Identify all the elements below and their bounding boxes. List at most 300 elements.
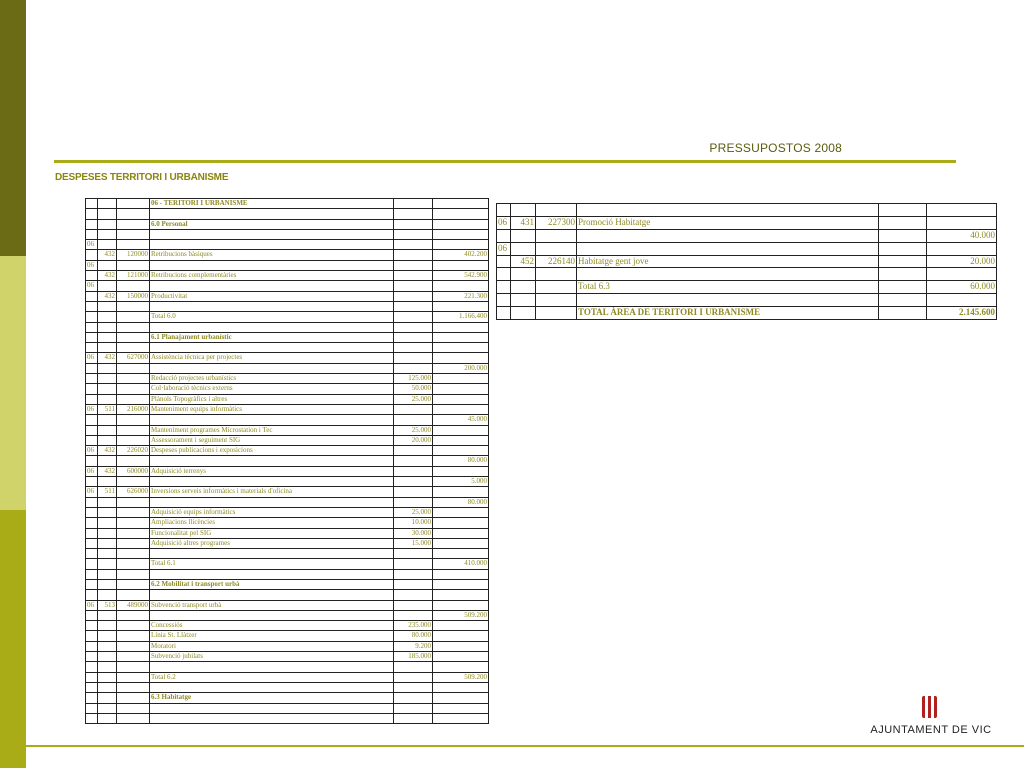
program-cell [86,199,98,209]
table-row [86,569,489,579]
partial-amount-cell [394,332,433,342]
footer-divider [26,745,1024,747]
table-row [86,652,489,662]
concept-cell [150,343,394,353]
partial-amount-cell [394,703,433,713]
concept-cell [577,268,879,281]
total-amount-cell [433,652,489,662]
economic-code-cell [117,559,150,569]
total-amount-cell [433,332,489,342]
program-cell [86,569,98,579]
total-amount-cell: 1.166.400 [433,312,489,322]
concept-cell [150,497,394,507]
economic-code-cell [117,384,150,394]
functional-cell [98,301,117,311]
program-cell [86,682,98,692]
functional-cell [98,332,117,342]
table-row [86,713,489,723]
table-row [497,255,997,268]
functional-cell: 432 [98,353,117,363]
partial-amount-cell: 9.200 [394,641,433,651]
economic-code-cell [117,425,150,435]
economic-code-cell [117,538,150,548]
total-amount-cell [433,240,489,250]
partial-amount-cell [394,353,433,363]
partial-amount-cell [879,294,927,307]
program-cell [497,229,511,242]
functional-cell [98,394,117,404]
total-amount-cell [927,242,997,255]
concept-cell [150,260,394,270]
partial-amount-cell: 235.000 [394,621,433,631]
program-cell [86,497,98,507]
total-amount-cell: 509.200 [433,610,489,620]
total-amount-cell [433,229,489,239]
concept-cell: Subvenció jubilats [150,652,394,662]
program-cell [86,621,98,631]
functional-cell [98,343,117,353]
table-row [86,487,489,497]
concept-cell: 6.1 Planajament urbanístic [150,332,394,342]
program-cell: 06 [86,446,98,456]
concept-cell [150,209,394,219]
concept-cell: Productivitat [150,291,394,301]
total-amount-cell: 221.300 [433,291,489,301]
table-row [86,240,489,250]
concept-cell: 06 - TERITORI I URBANISME [150,199,394,209]
total-amount-cell [433,528,489,538]
table-row [86,394,489,404]
table-row [86,549,489,559]
functional-cell [98,209,117,219]
total-amount-cell [433,281,489,291]
table-row [86,507,489,517]
economic-code-cell [117,528,150,538]
economic-code-cell [117,713,150,723]
partial-amount-cell [394,579,433,589]
partial-amount-cell [394,250,433,260]
concept-cell [150,549,394,559]
partial-amount-cell [879,216,927,229]
functional-cell [98,497,117,507]
economic-code-cell [117,374,150,384]
concept-cell [577,204,879,217]
functional-cell: 432 [98,250,117,260]
budget-table-right [496,203,997,320]
functional-cell: 452 [511,255,536,268]
functional-cell [98,425,117,435]
table-row [86,271,489,281]
economic-code-cell [536,242,577,255]
total-amount-cell [433,549,489,559]
table-row [86,219,489,229]
partial-amount-cell [394,446,433,456]
total-amount-cell [433,343,489,353]
total-amount-cell: 40.000 [927,229,997,242]
concept-cell [150,322,394,332]
total-amount-cell [433,404,489,414]
partial-amount-cell: 15.000 [394,538,433,548]
concept-cell: Redacció projectes urbanístics [150,374,394,384]
total-amount-cell [433,384,489,394]
table-row [86,332,489,342]
functional-cell [98,631,117,641]
functional-cell: 511 [98,487,117,497]
table-row [86,672,489,682]
program-cell [86,343,98,353]
partial-amount-cell: 185.000 [394,652,433,662]
total-amount-cell: 200.000 [433,363,489,373]
program-cell: 06 [86,260,98,270]
functional-cell [98,559,117,569]
concept-cell: Promoció Habitatge [577,216,879,229]
program-cell [86,209,98,219]
economic-code-cell: 150000 [117,291,150,301]
economic-code-cell [117,394,150,404]
total-amount-cell: 402.200 [433,250,489,260]
economic-code-cell [117,219,150,229]
concept-cell [150,301,394,311]
table-row [86,435,489,445]
total-amount-cell [433,693,489,703]
functional-cell [98,219,117,229]
program-cell [86,672,98,682]
header-divider [54,160,956,163]
table-row [86,682,489,692]
table-row [86,693,489,703]
total-amount-cell [433,703,489,713]
total-amount-cell: 5.000 [433,477,489,487]
total-amount-cell [433,518,489,528]
functional-cell [98,549,117,559]
program-cell [86,538,98,548]
concept-cell: Adquisició altres programes [150,538,394,548]
total-amount-cell [433,209,489,219]
table-row [86,209,489,219]
functional-cell [511,281,536,294]
program-cell [497,307,511,320]
partial-amount-cell [394,600,433,610]
functional-cell [98,281,117,291]
table-row [86,528,489,538]
table-row [86,477,489,487]
program-cell [86,507,98,517]
table-row [86,538,489,548]
functional-cell [98,579,117,589]
economic-code-cell [536,204,577,217]
program-cell [86,374,98,384]
total-amount-cell [433,435,489,445]
functional-cell [98,713,117,723]
program-cell [86,652,98,662]
functional-cell: 432 [98,271,117,281]
partial-amount-cell [394,322,433,332]
economic-code-cell: 626000 [117,487,150,497]
concept-cell [150,682,394,692]
page-title: PRESSUPOSTOS 2008 [709,141,842,155]
economic-code-cell [117,260,150,270]
economic-code-cell [117,693,150,703]
program-cell [497,204,511,217]
functional-cell [511,307,536,320]
total-amount-cell [433,682,489,692]
partial-amount-cell [394,199,433,209]
concept-cell: Manteniment equips informàtics [150,404,394,414]
table-row [86,343,489,353]
program-cell [86,322,98,332]
functional-cell [98,507,117,517]
functional-cell [98,435,117,445]
program-cell [86,301,98,311]
partial-amount-cell [394,219,433,229]
program-cell [86,456,98,466]
partial-amount-cell [394,281,433,291]
total-amount-cell [433,579,489,589]
program-cell: 06 [86,404,98,414]
economic-code-cell [117,477,150,487]
partial-amount-cell [394,662,433,672]
concept-cell: Total 6.0 [150,312,394,322]
table-row [86,497,489,507]
functional-cell: 432 [98,466,117,476]
functional-cell [511,242,536,255]
total-amount-cell [433,199,489,209]
economic-code-cell [117,435,150,445]
table-row [86,260,489,270]
concept-cell [577,294,879,307]
program-cell [497,294,511,307]
budget-table-left [85,198,489,724]
concept-cell: Total 6.3 [577,281,879,294]
partial-amount-cell [394,301,433,311]
program-cell [86,610,98,620]
partial-amount-cell [879,255,927,268]
program-cell [86,693,98,703]
partial-amount-cell [394,559,433,569]
economic-code-cell [117,199,150,209]
total-amount-cell [927,216,997,229]
functional-cell: 432 [98,291,117,301]
concept-cell [150,569,394,579]
table-row [497,204,997,217]
program-cell [86,394,98,404]
concept-cell: Total 6.1 [150,559,394,569]
program-cell [497,268,511,281]
program-cell [86,579,98,589]
partial-amount-cell [879,204,927,217]
program-cell [86,559,98,569]
total-amount-cell: 20.000 [927,255,997,268]
economic-code-cell [117,590,150,600]
partial-amount-cell [394,569,433,579]
total-amount-cell [433,621,489,631]
partial-amount-cell [394,312,433,322]
economic-code-cell: 226020 [117,446,150,456]
partial-amount-cell: 25.000 [394,394,433,404]
sidebar-accent-mid [0,510,26,768]
program-cell: 06 [86,240,98,250]
total-amount-cell [433,466,489,476]
sidebar-accent-light [0,256,26,510]
table-row [86,363,489,373]
program-cell [86,271,98,281]
functional-cell [511,294,536,307]
table-row [497,294,997,307]
total-amount-cell [433,425,489,435]
economic-code-cell [117,312,150,322]
program-cell [497,255,511,268]
economic-code-cell [117,569,150,579]
total-amount-cell [433,507,489,517]
program-cell: 06 [86,281,98,291]
partial-amount-cell: 25.000 [394,425,433,435]
economic-code-cell: 121000 [117,271,150,281]
economic-code-cell [117,456,150,466]
concept-cell [577,229,879,242]
economic-code-cell [117,682,150,692]
table-row [86,415,489,425]
partial-amount-cell [394,466,433,476]
total-amount-cell [927,294,997,307]
concept-cell: Col·laboració tècnics externs [150,384,394,394]
concept-cell: Subvenció transport urbà [150,600,394,610]
economic-code-cell [117,497,150,507]
functional-cell [98,363,117,373]
total-amount-cell [927,204,997,217]
economic-code-cell [117,652,150,662]
total-amount-cell [433,260,489,270]
program-cell [86,425,98,435]
program-cell [86,332,98,342]
table-row [86,250,489,260]
economic-code-cell [117,363,150,373]
program-cell [86,435,98,445]
functional-cell [98,621,117,631]
partial-amount-cell [879,307,927,320]
functional-cell: 431 [511,216,536,229]
economic-code-cell [117,518,150,528]
concept-cell [150,662,394,672]
partial-amount-cell [394,229,433,239]
total-amount-cell [433,301,489,311]
program-cell [86,703,98,713]
partial-amount-cell [394,415,433,425]
program-cell [86,528,98,538]
table-row [86,312,489,322]
economic-code-cell [536,268,577,281]
concept-cell [150,281,394,291]
partial-amount-cell: 20.000 [394,435,433,445]
partial-amount-cell: 10.000 [394,518,433,528]
table-row [86,621,489,631]
functional-cell [98,240,117,250]
partial-amount-cell [394,713,433,723]
concept-cell: Funcionalitat pel SIG [150,528,394,538]
functional-cell [98,229,117,239]
partial-amount-cell [394,209,433,219]
economic-code-cell: 216000 [117,404,150,414]
partial-amount-cell [394,477,433,487]
table-row [86,374,489,384]
economic-code-cell: 120000 [117,250,150,260]
program-cell [86,312,98,322]
program-cell [86,415,98,425]
economic-code-cell [117,229,150,239]
program-cell: 06 [497,216,511,229]
functional-cell [98,538,117,548]
functional-cell [98,374,117,384]
program-cell [86,219,98,229]
economic-code-cell [117,507,150,517]
economic-code-cell [536,294,577,307]
economic-code-cell: 489000 [117,600,150,610]
total-amount-cell [433,538,489,548]
total-amount-cell: 60.000 [927,281,997,294]
table-row [86,322,489,332]
concept-cell [150,229,394,239]
partial-amount-cell [394,693,433,703]
concept-cell [577,242,879,255]
program-cell: 06 [86,600,98,610]
table-row [86,466,489,476]
functional-cell: 513 [98,600,117,610]
table-row [86,301,489,311]
table-row [86,446,489,456]
functional-cell [98,199,117,209]
concept-cell [150,456,394,466]
functional-cell [98,384,117,394]
partial-amount-cell [394,291,433,301]
total-amount-cell [433,322,489,332]
economic-code-cell [117,301,150,311]
table-row [86,610,489,620]
economic-code-cell [117,322,150,332]
table-row [86,353,489,363]
economic-code-cell [536,307,577,320]
program-cell [86,631,98,641]
functional-cell [98,682,117,692]
total-amount-cell: 2.145.600 [927,307,997,320]
concept-cell: Moratori [150,641,394,651]
table-row [86,559,489,569]
partial-amount-cell [394,549,433,559]
functional-cell [98,518,117,528]
total-amount-cell: 509.200 [433,672,489,682]
concept-cell: 6.3 Habitatge [150,693,394,703]
partial-amount-cell [394,487,433,497]
functional-cell [98,662,117,672]
partial-amount-cell [394,343,433,353]
table-row [86,590,489,600]
economic-code-cell [117,240,150,250]
economic-code-cell [117,281,150,291]
table-row [86,518,489,528]
partial-amount-cell [394,682,433,692]
coat-of-arms-icon [922,696,937,718]
concept-cell: Adquisició equips informàtics [150,507,394,517]
functional-cell [98,322,117,332]
functional-cell [98,260,117,270]
concept-cell: Despeses publicacions i exposicions [150,446,394,456]
sidebar-accent-dark [0,0,26,256]
program-cell [86,477,98,487]
partial-amount-cell: 50.000 [394,384,433,394]
total-amount-cell [433,662,489,672]
program-cell [86,641,98,651]
total-amount-cell [433,590,489,600]
economic-code-cell [117,703,150,713]
concept-cell: TOTAL ÀREA DE TERITORI I URBANISME [577,307,879,320]
